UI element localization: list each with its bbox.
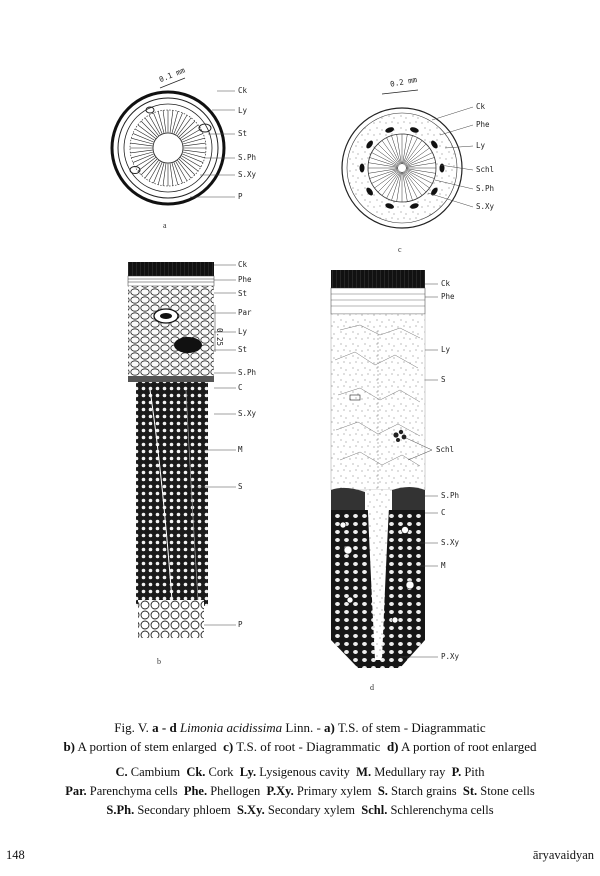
label-b-sph: S.Ph xyxy=(238,368,257,377)
caption-a-key: a) xyxy=(324,720,335,735)
page-number: 148 xyxy=(6,848,25,862)
panel-d-root-portion xyxy=(331,270,460,692)
label-a-ck: Ck xyxy=(238,86,248,95)
label-d-m: M xyxy=(441,561,446,570)
legend-meaning: Starch grains xyxy=(387,784,463,798)
label-b-st2: St xyxy=(238,345,248,354)
legend-meaning: Pith xyxy=(461,765,485,779)
panel-b-letter: b xyxy=(157,657,161,666)
label-a-p: P xyxy=(238,192,243,201)
legend-meaning: Phellogen xyxy=(207,784,267,798)
label-d-s: S xyxy=(441,375,446,384)
figure-caption-line-1 xyxy=(0,718,600,737)
legend-abbr: P.Xy. xyxy=(266,784,294,798)
label-b-ck: Ck xyxy=(238,260,248,269)
label-a-sph: S.Ph xyxy=(238,153,257,162)
label-d-phe: Phe xyxy=(441,292,455,301)
label-b-sxy: S.Xy xyxy=(238,409,257,418)
legend-abbr: P. xyxy=(451,765,462,779)
label-d-sxy: S.Xy xyxy=(441,538,460,547)
caption-b-text: A portion of stem enlarged xyxy=(75,739,224,754)
caption-authority: Linn. - xyxy=(282,720,325,735)
caption-b-key: b) xyxy=(63,739,75,754)
legend-meaning: Cork xyxy=(205,765,240,779)
legend-row xyxy=(0,782,600,801)
legend-row xyxy=(0,801,600,820)
label-d-sph: S.Ph xyxy=(441,491,460,500)
legend-abbr: Phe. xyxy=(183,784,208,798)
legend-abbr: M. xyxy=(356,765,372,779)
label-b-c: C xyxy=(238,383,243,392)
label-a-st: St xyxy=(238,129,248,138)
legend-abbr: S. xyxy=(377,784,388,798)
panel-a-scale: 0.1 mm xyxy=(157,65,187,85)
label-c-ly: Ly xyxy=(476,141,486,150)
label-b-par: Par xyxy=(238,308,252,317)
label-c-phe: Phe xyxy=(476,120,490,129)
label-c-sph: S.Ph xyxy=(476,184,495,193)
legend-meaning: Cambium xyxy=(127,765,187,779)
label-b-st: St xyxy=(238,289,248,298)
legend-meaning: Secondary phloem xyxy=(134,803,237,817)
panel-a-stem-ts xyxy=(112,65,257,230)
legend-meaning: Lysigenous cavity xyxy=(256,765,357,779)
legend-abbr: Ly. xyxy=(239,765,257,779)
caption-d-key: d) xyxy=(386,739,399,754)
legend-meaning: Stone cells xyxy=(477,784,535,798)
caption-c-text: T.S. of root - Diagrammatic xyxy=(233,739,387,754)
panel-b-scale: 0.25 xyxy=(215,328,224,347)
label-d-ck: Ck xyxy=(441,279,451,288)
legend-abbr: Schl. xyxy=(361,803,388,817)
abbreviation-legend xyxy=(0,763,600,820)
legend-abbr: Par. xyxy=(65,784,87,798)
label-d-schl: Schl xyxy=(436,445,455,454)
label-b-ly: Ly xyxy=(238,327,248,336)
publication-name: āryavaidyan xyxy=(532,848,594,862)
caption-a-text: T.S. of stem - Diagrammatic xyxy=(334,720,486,735)
label-a-sxy: S.Xy xyxy=(238,170,257,179)
label-b-p: P xyxy=(238,620,243,629)
label-a-ly: Ly xyxy=(238,106,248,115)
caption-c-key: c) xyxy=(223,739,234,754)
legend-abbr: Ck. xyxy=(186,765,206,779)
panel-c-scale: 0.2 mm xyxy=(389,75,418,89)
label-b-phe: Phe xyxy=(238,275,252,284)
panel-d-letter: d xyxy=(370,683,374,692)
caption-prefix: Fig. V. xyxy=(114,720,153,735)
label-d-ly: Ly xyxy=(441,345,451,354)
legend-meaning: Parenchyma cells xyxy=(86,784,184,798)
panel-b-stem-portion xyxy=(128,260,257,666)
legend-meaning: Primary xylem xyxy=(293,784,378,798)
legend-abbr: S.Xy. xyxy=(236,803,265,817)
label-c-ck: Ck xyxy=(476,102,486,111)
label-c-sxy: S.Xy xyxy=(476,202,495,211)
label-d-pxy: P.Xy xyxy=(441,652,460,661)
legend-row xyxy=(0,763,600,782)
legend-abbr: C. xyxy=(115,765,128,779)
panel-a-letter: a xyxy=(163,221,167,230)
panel-c-letter: c xyxy=(398,245,402,254)
panel-c-root-ts xyxy=(342,75,495,254)
figure-caption-line-2 xyxy=(0,737,600,756)
caption-d-text: A portion of root enlarged xyxy=(398,739,537,754)
legend-abbr: St. xyxy=(462,784,478,798)
legend-meaning: Secondary xylem xyxy=(264,803,362,817)
caption-species: Limonia acidissima xyxy=(179,720,283,735)
label-b-s: S xyxy=(238,482,243,491)
legend-meaning: Schlerenchyma cells xyxy=(387,803,494,817)
legend-meaning: Medullary ray xyxy=(371,765,452,779)
label-c-schl: Schl xyxy=(476,165,495,174)
caption-range: a - d xyxy=(152,720,177,735)
label-b-m: M xyxy=(238,445,243,454)
label-d-c: C xyxy=(441,508,446,517)
legend-abbr: S.Ph. xyxy=(106,803,135,817)
